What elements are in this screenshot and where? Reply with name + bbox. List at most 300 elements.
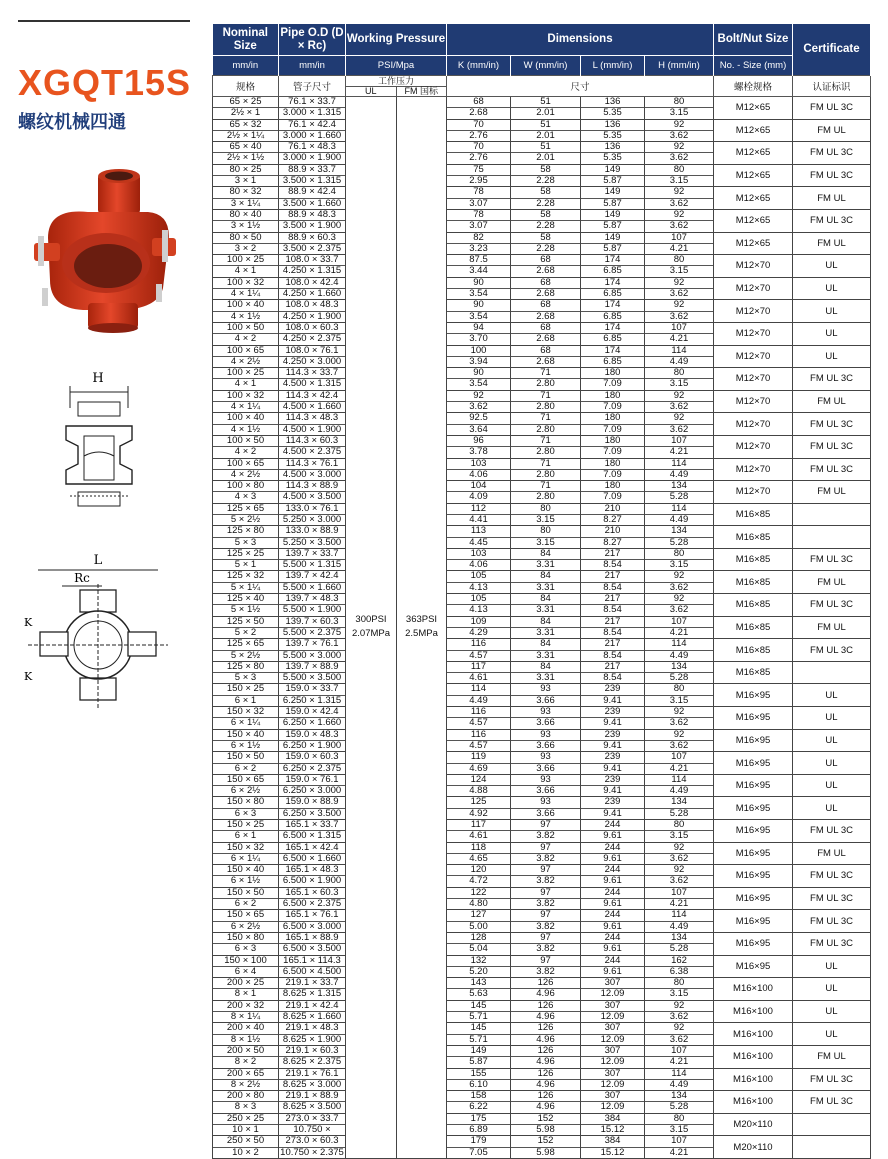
cell-pipe-od-metric: 165.1 × 33.7 bbox=[279, 820, 345, 831]
cell-k bbox=[447, 661, 511, 684]
cell-w-metric: 152 bbox=[511, 1114, 580, 1125]
cell-l bbox=[581, 797, 645, 820]
cell-l-imperial: 15.12 bbox=[600, 1146, 625, 1158]
cell-h-imperial: 3.62 bbox=[669, 1033, 689, 1045]
cell-certificate bbox=[793, 1113, 871, 1136]
cell-pipe-od-metric: 133.0 × 76.1 bbox=[279, 504, 345, 515]
cell-l bbox=[581, 232, 645, 255]
cell-h bbox=[645, 368, 714, 391]
cell-pipe-od-metric: 88.9 × 60.3 bbox=[279, 233, 345, 244]
cell-w-metric: 126 bbox=[511, 1001, 580, 1012]
cell-w-metric: 71 bbox=[511, 391, 580, 402]
cell-pipe-od-imperial: 3.500 × 1.900 bbox=[282, 220, 342, 232]
cell-l-imperial: 6.85 bbox=[603, 310, 622, 322]
cell-nominal bbox=[213, 707, 279, 730]
cell-pipe-od-imperial: 5.500 × 1.315 bbox=[282, 559, 342, 571]
cell-l bbox=[581, 277, 645, 300]
cell-k-imperial: 3.07 bbox=[469, 220, 488, 232]
cell-l-metric: 149 bbox=[581, 210, 644, 221]
cell-h-imperial: 3.15 bbox=[669, 378, 689, 390]
cell-nominal-metric: 150 × 100 bbox=[213, 956, 278, 967]
cell-k-metric: 92 bbox=[447, 391, 510, 402]
cell-h-metric: 107 bbox=[645, 436, 713, 447]
cell-h-metric: 92 bbox=[645, 187, 713, 198]
divider bbox=[18, 20, 190, 22]
cell-certificate: FM UL 3C bbox=[793, 209, 871, 232]
cell-nominal-imperial: 8 × 3 bbox=[234, 1101, 257, 1113]
cell-certificate: FM UL 3C bbox=[793, 164, 871, 187]
cell-nominal-imperial: 4 × 1¼ bbox=[230, 401, 261, 413]
cell-w-metric: 84 bbox=[511, 549, 580, 560]
cell-w bbox=[511, 481, 581, 504]
pressure-ul-mpa: 2.07MPa bbox=[351, 628, 391, 640]
cell-w bbox=[511, 707, 581, 730]
cell-h-metric: 92 bbox=[645, 391, 713, 402]
cell-k-imperial: 4.57 bbox=[469, 649, 488, 661]
cell-w bbox=[511, 1068, 581, 1091]
cell-l-imperial: 8.27 bbox=[603, 536, 622, 548]
cell-pipe-od bbox=[279, 978, 346, 1001]
cell-l bbox=[581, 661, 645, 684]
cell-nominal-metric: 100 × 65 bbox=[213, 346, 278, 357]
table-row bbox=[213, 707, 871, 730]
cell-certificate: UL bbox=[793, 1000, 871, 1023]
cell-bolt: M16×85 bbox=[714, 594, 793, 617]
cell-k-metric: 155 bbox=[447, 1069, 510, 1080]
cell-k-metric: 124 bbox=[447, 775, 510, 786]
table-row bbox=[213, 1113, 871, 1136]
cell-h bbox=[645, 797, 714, 820]
cell-w-metric: 71 bbox=[511, 481, 580, 492]
cell-pipe-od-metric: 219.1 × 88.9 bbox=[279, 1091, 345, 1102]
cell-k-imperial: 5.71 bbox=[469, 1033, 488, 1045]
cell-nominal-metric: 150 × 80 bbox=[213, 797, 278, 808]
cell-pipe-od-imperial: 4.500 × 1.660 bbox=[282, 401, 342, 413]
cell-w bbox=[511, 774, 581, 797]
table-row bbox=[213, 119, 871, 142]
cell-h-metric: 92 bbox=[645, 300, 713, 311]
cell-pipe-od bbox=[279, 548, 346, 571]
cell-w bbox=[511, 232, 581, 255]
cell-pipe-od bbox=[279, 187, 346, 210]
cell-k-metric: 78 bbox=[447, 210, 510, 221]
cell-bolt: M16×100 bbox=[714, 1091, 793, 1114]
cell-h bbox=[645, 300, 714, 323]
cell-l-metric: 239 bbox=[581, 797, 644, 808]
cell-nominal-metric: 200 × 40 bbox=[213, 1023, 278, 1034]
table-row bbox=[213, 932, 871, 955]
cell-h-metric: 114 bbox=[645, 459, 713, 470]
cell-l-imperial: 12.09 bbox=[600, 1033, 625, 1045]
cell-l-metric: 174 bbox=[581, 300, 644, 311]
cell-w-imperial: 2.80 bbox=[536, 468, 555, 480]
cell-nominal-imperial: 4 × 1 bbox=[234, 265, 257, 277]
cell-h-imperial: 4.49 bbox=[669, 355, 689, 367]
cell-k bbox=[447, 164, 511, 187]
cn-pipe: 管子尺寸 bbox=[279, 76, 346, 97]
table-row bbox=[213, 1091, 871, 1114]
cell-nominal-imperial: 4 × 2½ bbox=[230, 355, 261, 367]
cell-l-metric: 239 bbox=[581, 752, 644, 763]
cell-pipe-od-metric: 88.9 × 42.4 bbox=[279, 187, 345, 198]
cell-w-imperial: 2.80 bbox=[536, 401, 555, 413]
cell-nominal bbox=[213, 142, 279, 165]
cell-w bbox=[511, 752, 581, 775]
unit-nominal: mm/in bbox=[213, 56, 279, 76]
cell-l bbox=[581, 164, 645, 187]
cell-l-imperial: 5.87 bbox=[603, 197, 622, 209]
cell-k bbox=[447, 345, 511, 368]
cell-k-imperial: 2.95 bbox=[469, 175, 488, 187]
cell-h-imperial: 3.15 bbox=[669, 175, 689, 187]
cell-certificate: UL bbox=[793, 729, 871, 752]
cell-w-metric: 68 bbox=[511, 323, 580, 334]
cell-nominal-metric: 80 × 32 bbox=[213, 187, 278, 198]
cell-h bbox=[645, 820, 714, 843]
cell-l-metric: 217 bbox=[581, 549, 644, 560]
cell-k bbox=[447, 616, 511, 639]
cell-h-metric: 80 bbox=[645, 820, 713, 831]
cell-pipe-od-metric: 139.7 × 76.1 bbox=[279, 639, 345, 650]
cell-nominal-imperial: 5 × 3 bbox=[234, 672, 257, 684]
cell-l-imperial: 9.41 bbox=[603, 807, 622, 819]
cell-k-metric: 103 bbox=[447, 459, 510, 470]
table-row bbox=[213, 616, 871, 639]
cell-certificate: FM UL 3C bbox=[793, 368, 871, 391]
cell-l-metric: 149 bbox=[581, 187, 644, 198]
cell-nominal bbox=[213, 910, 279, 933]
cell-pipe-od bbox=[279, 503, 346, 526]
cell-h bbox=[645, 1091, 714, 1114]
cell-l bbox=[581, 1068, 645, 1091]
cell-k-metric: 145 bbox=[447, 1023, 510, 1034]
cell-k-imperial: 3.62 bbox=[469, 401, 488, 413]
cell-h bbox=[645, 458, 714, 481]
cell-pipe-od-imperial: 4.250 × 1.900 bbox=[282, 310, 342, 322]
cell-nominal bbox=[213, 232, 279, 255]
cell-w-metric: 97 bbox=[511, 865, 580, 876]
cell-h-metric: 134 bbox=[645, 481, 713, 492]
cell-nominal bbox=[213, 435, 279, 458]
cell-nominal-metric: 100 × 80 bbox=[213, 481, 278, 492]
cell-h-imperial: 3.62 bbox=[669, 852, 689, 864]
cell-l-metric: 217 bbox=[581, 639, 644, 650]
cell-nominal-imperial: 4 × 2½ bbox=[230, 468, 261, 480]
cell-certificate: FM UL 3C bbox=[793, 887, 871, 910]
cell-nominal bbox=[213, 820, 279, 843]
cell-w-imperial: 3.66 bbox=[536, 717, 555, 729]
cell-pipe-od-imperial: 6.500 × 1.660 bbox=[282, 852, 342, 864]
cell-k-metric: 117 bbox=[447, 662, 510, 673]
cell-k-imperial: 5.71 bbox=[469, 1011, 488, 1023]
header-pipe-od: Pipe O.D (D × Rc) bbox=[279, 24, 346, 56]
cell-bolt: M12×65 bbox=[714, 187, 793, 210]
cell-l bbox=[581, 571, 645, 594]
cell-l-metric: 307 bbox=[581, 978, 644, 989]
cn-ul: UL bbox=[346, 86, 397, 96]
cell-nominal bbox=[213, 413, 279, 436]
cell-nominal bbox=[213, 548, 279, 571]
cell-h-metric: 92 bbox=[645, 413, 713, 424]
cell-bolt: M12×70 bbox=[714, 255, 793, 278]
cell-nominal bbox=[213, 639, 279, 662]
cell-w-metric: 68 bbox=[511, 255, 580, 266]
cell-w-metric: 97 bbox=[511, 843, 580, 854]
cell-h bbox=[645, 955, 714, 978]
cell-k bbox=[447, 300, 511, 323]
cell-w-metric: 84 bbox=[511, 571, 580, 582]
cell-pipe-od-imperial: 4.250 × 3.000 bbox=[282, 355, 342, 367]
cell-l bbox=[581, 729, 645, 752]
cell-h bbox=[645, 594, 714, 617]
cell-k-imperial: 3.78 bbox=[469, 446, 488, 458]
cell-w-metric: 97 bbox=[511, 933, 580, 944]
cell-pipe-od-imperial: 6.500 × 1.315 bbox=[282, 830, 342, 842]
cell-pipe-od-imperial: 10.750 × bbox=[293, 1124, 331, 1136]
cell-k bbox=[447, 842, 511, 865]
cell-nominal bbox=[213, 209, 279, 232]
cell-nominal bbox=[213, 255, 279, 278]
table-row bbox=[213, 955, 871, 978]
cell-pipe-od-imperial: 10.750 × 2.375 bbox=[280, 1146, 344, 1158]
cell-nominal bbox=[213, 774, 279, 797]
cell-certificate: UL bbox=[793, 277, 871, 300]
cell-nominal bbox=[213, 955, 279, 978]
cell-nominal-imperial: 6 × 2½ bbox=[230, 785, 261, 797]
cell-pipe-od bbox=[279, 910, 346, 933]
cell-k-metric: 127 bbox=[447, 910, 510, 921]
cell-pipe-od-metric: 108.0 × 42.4 bbox=[279, 278, 345, 289]
cell-pipe-od-metric: 139.7 × 48.3 bbox=[279, 594, 345, 605]
cell-h-imperial: 5.28 bbox=[669, 536, 689, 548]
cell-nominal-imperial: 6 × 3 bbox=[234, 807, 257, 819]
cell-w-imperial: 2.28 bbox=[536, 242, 555, 254]
cell-certificate: FM UL bbox=[793, 842, 871, 865]
cell-bolt: M16×100 bbox=[714, 1068, 793, 1091]
cell-nominal-metric: 150 × 65 bbox=[213, 910, 278, 921]
cell-l-metric: 384 bbox=[581, 1114, 644, 1125]
cell-k-imperial: 4.57 bbox=[469, 717, 488, 729]
cell-w-imperial: 2.68 bbox=[536, 288, 555, 300]
cn-pressure bbox=[346, 76, 447, 97]
cell-k bbox=[447, 887, 511, 910]
table-row bbox=[213, 345, 871, 368]
product-panel bbox=[0, 0, 210, 1092]
cell-pipe-od bbox=[279, 322, 346, 345]
cell-nominal-metric: 125 × 40 bbox=[213, 594, 278, 605]
cell-nominal-metric: 125 × 80 bbox=[213, 526, 278, 537]
cell-l-metric: 244 bbox=[581, 910, 644, 921]
cell-nominal-imperial: 5 × 1¼ bbox=[230, 581, 261, 593]
cell-l bbox=[581, 413, 645, 436]
cell-pipe-od bbox=[279, 820, 346, 843]
cell-nominal-imperial: 6 × 1 bbox=[234, 830, 257, 842]
cell-k bbox=[447, 1023, 511, 1046]
cell-nominal bbox=[213, 932, 279, 955]
cell-nominal-metric: 100 × 25 bbox=[213, 255, 278, 266]
table-row bbox=[213, 232, 871, 255]
cell-l-imperial: 9.61 bbox=[603, 875, 622, 887]
cell-l-metric: 307 bbox=[581, 1046, 644, 1057]
cell-k-imperial: 3.54 bbox=[469, 288, 488, 300]
cell-w-imperial: 4.96 bbox=[536, 1101, 555, 1113]
cell-nominal bbox=[213, 797, 279, 820]
cell-nominal bbox=[213, 390, 279, 413]
cell-h bbox=[645, 435, 714, 458]
cell-pipe-od bbox=[279, 164, 346, 187]
table-row bbox=[213, 1023, 871, 1046]
cell-k-metric: 128 bbox=[447, 933, 510, 944]
cell-l-metric: 239 bbox=[581, 707, 644, 718]
cell-h-imperial: 3.15 bbox=[669, 107, 689, 119]
cell-h bbox=[645, 865, 714, 888]
cell-l bbox=[581, 390, 645, 413]
cell-k-metric: 114 bbox=[447, 684, 510, 695]
cell-pipe-od-metric: 273.0 × 33.7 bbox=[279, 1114, 345, 1125]
cell-nominal-imperial: 4 × 1 bbox=[234, 378, 257, 390]
cell-w-imperial: 2.68 bbox=[536, 310, 555, 322]
cell-pipe-od-imperial: 6.500 × 4.500 bbox=[282, 965, 342, 977]
cell-k bbox=[447, 594, 511, 617]
cell-pipe-od-imperial: 5.500 × 3.500 bbox=[282, 672, 342, 684]
cell-k bbox=[447, 255, 511, 278]
cell-nominal-imperial: 4 × 1¼ bbox=[230, 288, 261, 300]
cell-k-imperial: 2.76 bbox=[469, 129, 488, 141]
cell-pipe-od-metric: 76.1 × 48.3 bbox=[279, 142, 345, 153]
cell-w-imperial: 3.31 bbox=[536, 649, 555, 661]
cell-h-imperial: 3.62 bbox=[669, 401, 689, 413]
cell-w bbox=[511, 503, 581, 526]
cell-certificate: FM UL 3C bbox=[793, 910, 871, 933]
cell-nominal-imperial: 6 × 2½ bbox=[230, 920, 261, 932]
cell-h-imperial: 3.62 bbox=[669, 717, 689, 729]
cell-w-metric: 97 bbox=[511, 910, 580, 921]
cell-h-metric: 92 bbox=[645, 707, 713, 718]
label-k: K bbox=[24, 616, 33, 629]
cell-l-metric: 136 bbox=[581, 97, 644, 108]
cell-l-metric: 174 bbox=[581, 278, 644, 289]
table-row bbox=[213, 729, 871, 752]
cell-w-metric: 58 bbox=[511, 233, 580, 244]
cell-k-imperial: 7.05 bbox=[469, 1146, 488, 1158]
cell-k-imperial: 4.09 bbox=[469, 491, 488, 503]
cell-l-imperial: 15.12 bbox=[600, 1124, 625, 1136]
cell-h-imperial: 3.62 bbox=[669, 423, 689, 435]
cell-pipe-od bbox=[279, 255, 346, 278]
cell-k-imperial: 5.87 bbox=[469, 1056, 488, 1068]
cell-pipe-od-metric: 219.1 × 33.7 bbox=[279, 978, 345, 989]
cell-k bbox=[447, 1045, 511, 1068]
cell-bolt: M16×95 bbox=[714, 707, 793, 730]
cell-pipe-od-metric: 159.0 × 42.4 bbox=[279, 707, 345, 718]
cell-nominal bbox=[213, 368, 279, 391]
cell-w-imperial: 3.82 bbox=[536, 965, 555, 977]
cell-nominal bbox=[213, 978, 279, 1001]
cell-w bbox=[511, 458, 581, 481]
cell-k-imperial: 3.54 bbox=[469, 310, 488, 322]
cell-h-imperial: 3.62 bbox=[669, 1011, 689, 1023]
cell-l bbox=[581, 865, 645, 888]
cell-nominal bbox=[213, 164, 279, 187]
cell-l bbox=[581, 910, 645, 933]
cell-bolt: M16×85 bbox=[714, 526, 793, 549]
cell-l-metric: 244 bbox=[581, 820, 644, 831]
cell-certificate: FM UL 3C bbox=[793, 1068, 871, 1091]
table-row bbox=[213, 322, 871, 345]
cell-w bbox=[511, 594, 581, 617]
bolt-icon bbox=[162, 230, 168, 262]
cell-w-metric: 93 bbox=[511, 730, 580, 741]
cell-nominal bbox=[213, 481, 279, 504]
cell-nominal-metric: 65 × 25 bbox=[213, 97, 278, 108]
cell-bolt: M16×85 bbox=[714, 548, 793, 571]
cell-pipe-od bbox=[279, 435, 346, 458]
cell-pipe-od bbox=[279, 526, 346, 549]
cell-nominal bbox=[213, 97, 279, 120]
cell-bolt: M20×110 bbox=[714, 1113, 793, 1136]
cell-nominal-imperial: 8 × 1½ bbox=[230, 1033, 261, 1045]
cell-k bbox=[447, 752, 511, 775]
cell-w-metric: 51 bbox=[511, 97, 580, 108]
cell-l bbox=[581, 368, 645, 391]
cell-nominal-metric: 100 × 50 bbox=[213, 323, 278, 334]
pressure-fm-psi: 363PSI bbox=[405, 614, 438, 626]
cell-certificate: UL bbox=[793, 684, 871, 707]
cell-k-imperial: 3.07 bbox=[469, 197, 488, 209]
unit-pipe: mm/in bbox=[279, 56, 346, 76]
cell-h-metric: 80 bbox=[645, 1114, 713, 1125]
cell-bolt: M16×85 bbox=[714, 571, 793, 594]
cell-pressure-ul bbox=[346, 97, 397, 1159]
header-bolt-nut: Bolt/Nut Size bbox=[714, 24, 793, 56]
front-view-drawing bbox=[18, 550, 188, 720]
cell-h-metric: 107 bbox=[645, 323, 713, 334]
cell-pipe-od bbox=[279, 119, 346, 142]
cell-h-imperial: 5.28 bbox=[669, 807, 689, 819]
cell-nominal bbox=[213, 865, 279, 888]
cell-k-metric: 158 bbox=[447, 1091, 510, 1102]
label-rc: Rc bbox=[74, 571, 90, 585]
cell-l-metric: 307 bbox=[581, 1023, 644, 1034]
cell-k bbox=[447, 797, 511, 820]
cell-certificate bbox=[793, 503, 871, 526]
cell-l bbox=[581, 1136, 645, 1159]
cell-pipe-od-metric: 219.1 × 42.4 bbox=[279, 1001, 345, 1012]
cell-pipe-od-imperial: 8.625 × 1.660 bbox=[282, 1011, 342, 1023]
cn-size: 尺寸 bbox=[447, 76, 714, 97]
cell-l bbox=[581, 684, 645, 707]
cell-k-imperial: 4.88 bbox=[469, 785, 488, 797]
cell-certificate: FM UL 3C bbox=[793, 820, 871, 843]
cell-w-metric: 71 bbox=[511, 436, 580, 447]
cell-k bbox=[447, 684, 511, 707]
cell-k-metric: 119 bbox=[447, 752, 510, 763]
cell-w-metric: 84 bbox=[511, 594, 580, 605]
cell-certificate: FM UL bbox=[793, 1045, 871, 1068]
cell-h-imperial: 6.38 bbox=[669, 965, 689, 977]
cell-l bbox=[581, 97, 645, 120]
cell-k bbox=[447, 978, 511, 1001]
cell-h-metric: 114 bbox=[645, 504, 713, 515]
cell-l bbox=[581, 774, 645, 797]
cell-pipe-od bbox=[279, 639, 346, 662]
cell-nominal bbox=[213, 503, 279, 526]
cell-w-imperial: 5.98 bbox=[536, 1124, 555, 1136]
cell-l-metric: 239 bbox=[581, 730, 644, 741]
table-row bbox=[213, 164, 871, 187]
cell-k-imperial: 6.22 bbox=[469, 1101, 488, 1113]
cell-h bbox=[645, 97, 714, 120]
